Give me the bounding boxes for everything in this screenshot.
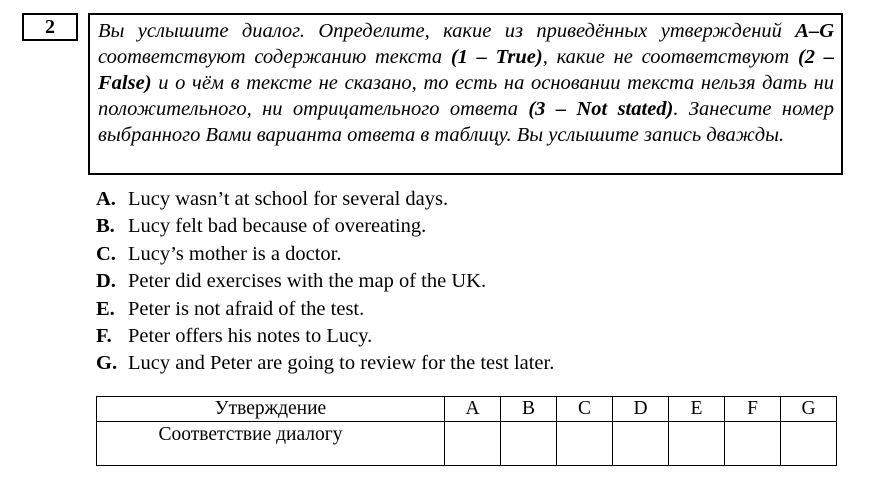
statement-letter: D. (96, 270, 116, 293)
statement-letter: E. (96, 297, 115, 320)
statement-item (96, 241, 554, 268)
statement-text: Peter did exercises with the map of the UK. (128, 270, 487, 293)
statement-letter: G. (96, 352, 118, 375)
answer-table (96, 396, 837, 466)
task-number: 2 (22, 13, 78, 41)
answer-table-column-header: B (501, 397, 557, 422)
instruction-text: соответствуют содержанию текста (98, 46, 451, 68)
answer-table-column-header: G (781, 397, 837, 422)
instruction-box (88, 13, 843, 175)
statement-letter: C. (96, 242, 116, 265)
answer-table-answer-row (97, 422, 837, 466)
statement-item (96, 296, 554, 323)
statement-text: Lucy and Peter are going to review for the test later. (128, 352, 555, 375)
instruction-text: , какие не соответствуют (542, 46, 798, 68)
answer-cell-d[interactable] (613, 422, 669, 466)
answer-table-header-row (97, 397, 837, 422)
statement-item (96, 350, 554, 377)
instruction-text: и о чём в тексте не сказано, то есть на основании текста нельзя дать ни положительного, ни отрицательного ответа (98, 72, 834, 120)
statement-text: Peter is not afraid of the test. (128, 297, 365, 320)
answer-table-column-header: A (445, 397, 501, 422)
statement-item (96, 268, 554, 295)
answer-cell-a[interactable] (445, 422, 501, 466)
statement-letter: B. (96, 215, 115, 238)
instruction-true-label: (1 – True) (450, 46, 543, 68)
statement-letter: F. (96, 325, 112, 348)
statement-list (96, 186, 554, 378)
answer-table-header-label: Утверждение (97, 397, 445, 422)
statement-text: Lucy felt bad because of overeating. (128, 215, 427, 238)
statement-item (96, 186, 554, 213)
instruction-not-stated-label: (3 – Not stated) (528, 98, 674, 120)
answer-cell-g[interactable] (781, 422, 837, 466)
answer-table-column-header: C (557, 397, 613, 422)
answer-table-column-header: F (725, 397, 781, 422)
statement-letter: A. (96, 188, 116, 210)
instruction-text: Вы услышите диалог. Определите, какие из приведённых утверждений (98, 20, 796, 42)
answer-cell-c[interactable] (557, 422, 613, 466)
instruction-letters-range: A–G (795, 20, 834, 42)
instruction-false-label: (2 – False) (98, 46, 835, 94)
answer-cell-e[interactable] (669, 422, 725, 466)
answer-table-row-label: Соответствие диалогу (97, 422, 445, 466)
instruction-text: . Занесите номер выбранного Вами варианта ответа в таблицу. Вы услышите запись дважды. (98, 98, 834, 146)
answer-cell-f[interactable] (725, 422, 781, 466)
answer-cell-b[interactable] (501, 422, 557, 466)
answer-table-column-header: E (669, 397, 725, 422)
statement-text: Lucy wasn’t at school for several days. (128, 188, 449, 210)
answer-table-column-header: D (613, 397, 669, 422)
statement-item (96, 213, 554, 240)
statement-item (96, 323, 554, 350)
statement-text: Peter offers his notes to Lucy. (128, 325, 373, 348)
statement-text: Lucy’s mother is a doctor. (128, 242, 342, 265)
